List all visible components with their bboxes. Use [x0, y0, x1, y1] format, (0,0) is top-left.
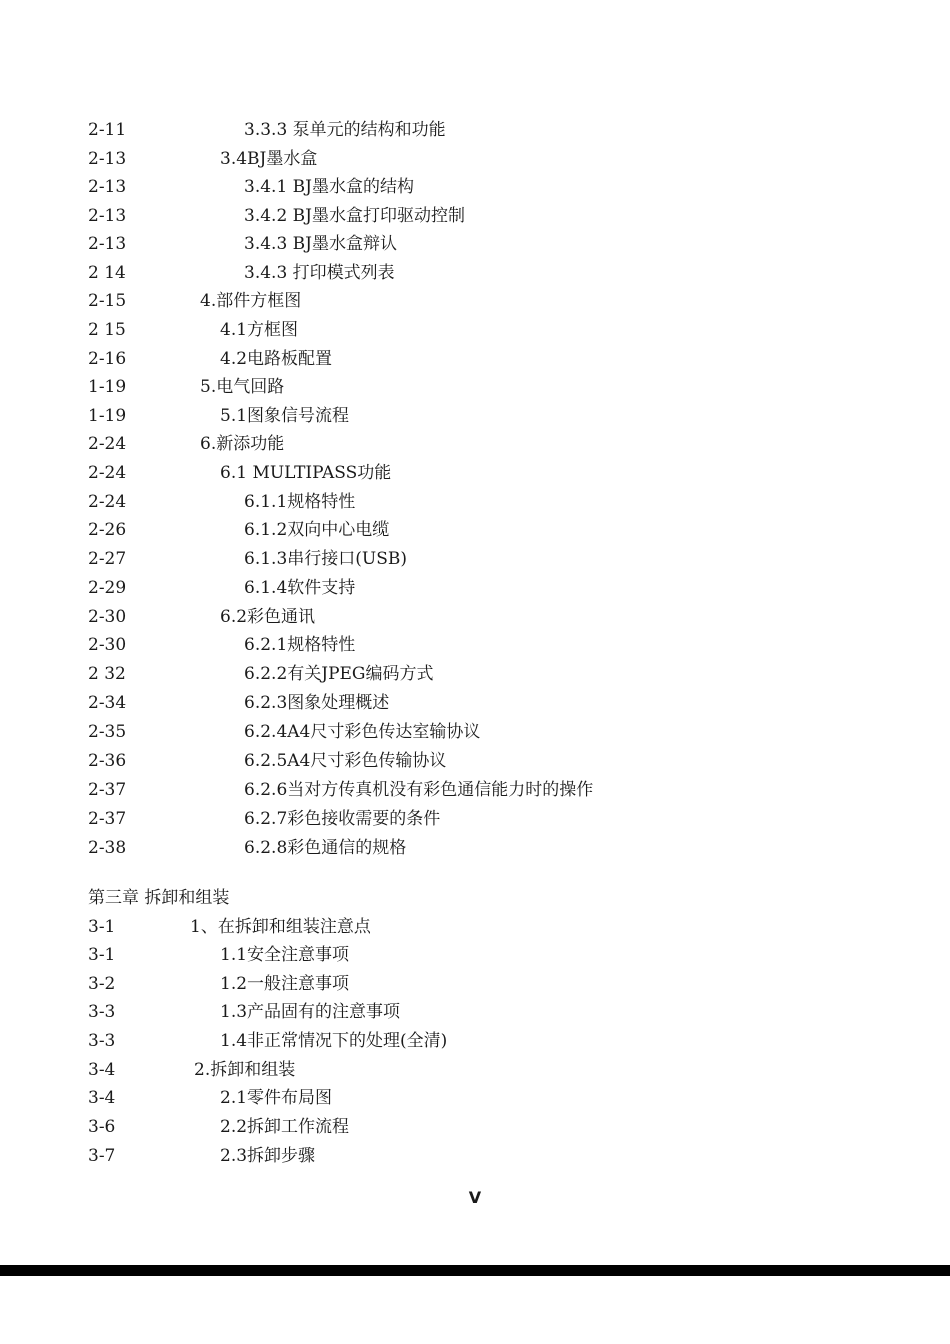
toc-page-number: 3-1: [88, 917, 116, 937]
toc-page-number: 2-24: [88, 463, 127, 483]
toc-title: 3.4BJ墨水盒: [220, 149, 318, 169]
toc-title: 4.2电路板配置: [220, 349, 333, 369]
toc-page-number: 3-7: [88, 1146, 116, 1166]
chapter-heading: 第三章 拆卸和组装: [88, 888, 230, 908]
toc-title: 6.2.1规格特性: [244, 635, 356, 655]
toc-page-number: 2-13: [88, 206, 127, 226]
toc-title: 1.4非正常情况下的处理(全清): [220, 1031, 448, 1051]
toc-title: 6.1.4软件支持: [244, 578, 356, 598]
toc-title: 1.1安全注意事项: [220, 945, 350, 965]
toc-title: 6.2.3图象处理概述: [244, 693, 390, 713]
toc-page-number: 2 32: [88, 664, 126, 684]
toc-title: 5.电气回路: [200, 377, 285, 397]
toc-page-number: 3-4: [88, 1060, 116, 1080]
toc-page-number: 2-27: [88, 549, 127, 569]
toc-title: 6.新添功能: [200, 434, 285, 454]
toc-page-number: 2-36: [88, 751, 127, 771]
toc-title: 3.4.3 打印模式列表: [244, 263, 395, 283]
toc-title: 6.2.7彩色接收需要的条件: [244, 809, 441, 829]
toc-page-number: 2-26: [88, 520, 127, 540]
toc-page-number: 1-19: [88, 406, 127, 426]
toc-page-number: 2-30: [88, 607, 127, 627]
toc-title: 6.1 MULTIPASS功能: [220, 463, 392, 483]
toc-page-number: 2-29: [88, 578, 127, 598]
toc-title: 1.2一般注意事项: [220, 974, 350, 994]
toc-title: 1、在拆卸和组装注意点: [190, 917, 371, 937]
toc-title: 6.2.4A4尺寸彩色传达室输协议: [244, 722, 481, 742]
toc-page-number: 2-16: [88, 349, 127, 369]
toc-title: 3.4.3 BJ墨水盒辩认: [244, 234, 397, 254]
toc-title: 3.3.3 泵单元的结构和功能: [244, 120, 446, 140]
toc-title: 2.2拆卸工作流程: [220, 1117, 350, 1137]
toc-title: 5.1图象信号流程: [220, 406, 350, 426]
toc-title: 6.2彩色通讯: [220, 607, 316, 627]
page-number: V: [468, 1188, 482, 1207]
toc-title: 3.4.1 BJ墨水盒的结构: [244, 177, 414, 197]
toc-page-number: 2-24: [88, 434, 127, 454]
toc-page-number: 2-13: [88, 177, 127, 197]
toc-page-number: 2-30: [88, 635, 127, 655]
toc-page-number: 2 14: [88, 263, 126, 283]
bottom-border-bar: [0, 1265, 950, 1276]
toc-page-number: 2-13: [88, 234, 127, 254]
toc-title: 4.1方框图: [220, 320, 299, 340]
toc-title: 1.3产品固有的注意事项: [220, 1002, 401, 1022]
toc-title: 6.1.3串行接口(USB): [244, 549, 407, 569]
toc-page-number: 1-19: [88, 377, 127, 397]
toc-title: 6.1.1规格特性: [244, 492, 356, 512]
toc-page-number: 3-1: [88, 945, 116, 965]
toc-page-number: 2-35: [88, 722, 127, 742]
toc-title: 6.2.6当对方传真机没有彩色通信能力时的操作: [244, 780, 594, 800]
toc-page-number: 2-13: [88, 149, 127, 169]
toc-title: 3.4.2 BJ墨水盒打印驱动控制: [244, 206, 465, 226]
toc-page-number: 3-2: [88, 974, 116, 994]
toc-page-number: 3-3: [88, 1031, 116, 1051]
toc-page-number: 3-3: [88, 1002, 116, 1022]
toc-page-number: 2-34: [88, 693, 127, 713]
toc-page-number: 3-6: [88, 1117, 116, 1137]
toc-page-number: 2-38: [88, 838, 127, 858]
toc-page-number: 2-11: [88, 120, 127, 140]
toc-page-number: 2 15: [88, 320, 126, 340]
toc-title: 2.3拆卸步骤: [220, 1146, 316, 1166]
toc-title: 6.1.2双向中心电缆: [244, 520, 390, 540]
toc-page-number: 2-24: [88, 492, 127, 512]
toc-page-number: 3-4: [88, 1088, 116, 1108]
toc-title: 4.部件方框图: [200, 291, 302, 311]
toc-page-number: 2-15: [88, 291, 127, 311]
toc-page-number: 2-37: [88, 809, 127, 829]
toc-page-number: 2-37: [88, 780, 127, 800]
toc-title: 2.1零件布局图: [220, 1088, 333, 1108]
toc-title: 6.2.8彩色通信的规格: [244, 838, 407, 858]
toc-title: 2.拆卸和组装: [194, 1060, 296, 1080]
toc-title: 6.2.5A4尺寸彩色传输协议: [244, 751, 447, 771]
toc-title: 6.2.2有关JPEG编码方式: [244, 664, 434, 684]
